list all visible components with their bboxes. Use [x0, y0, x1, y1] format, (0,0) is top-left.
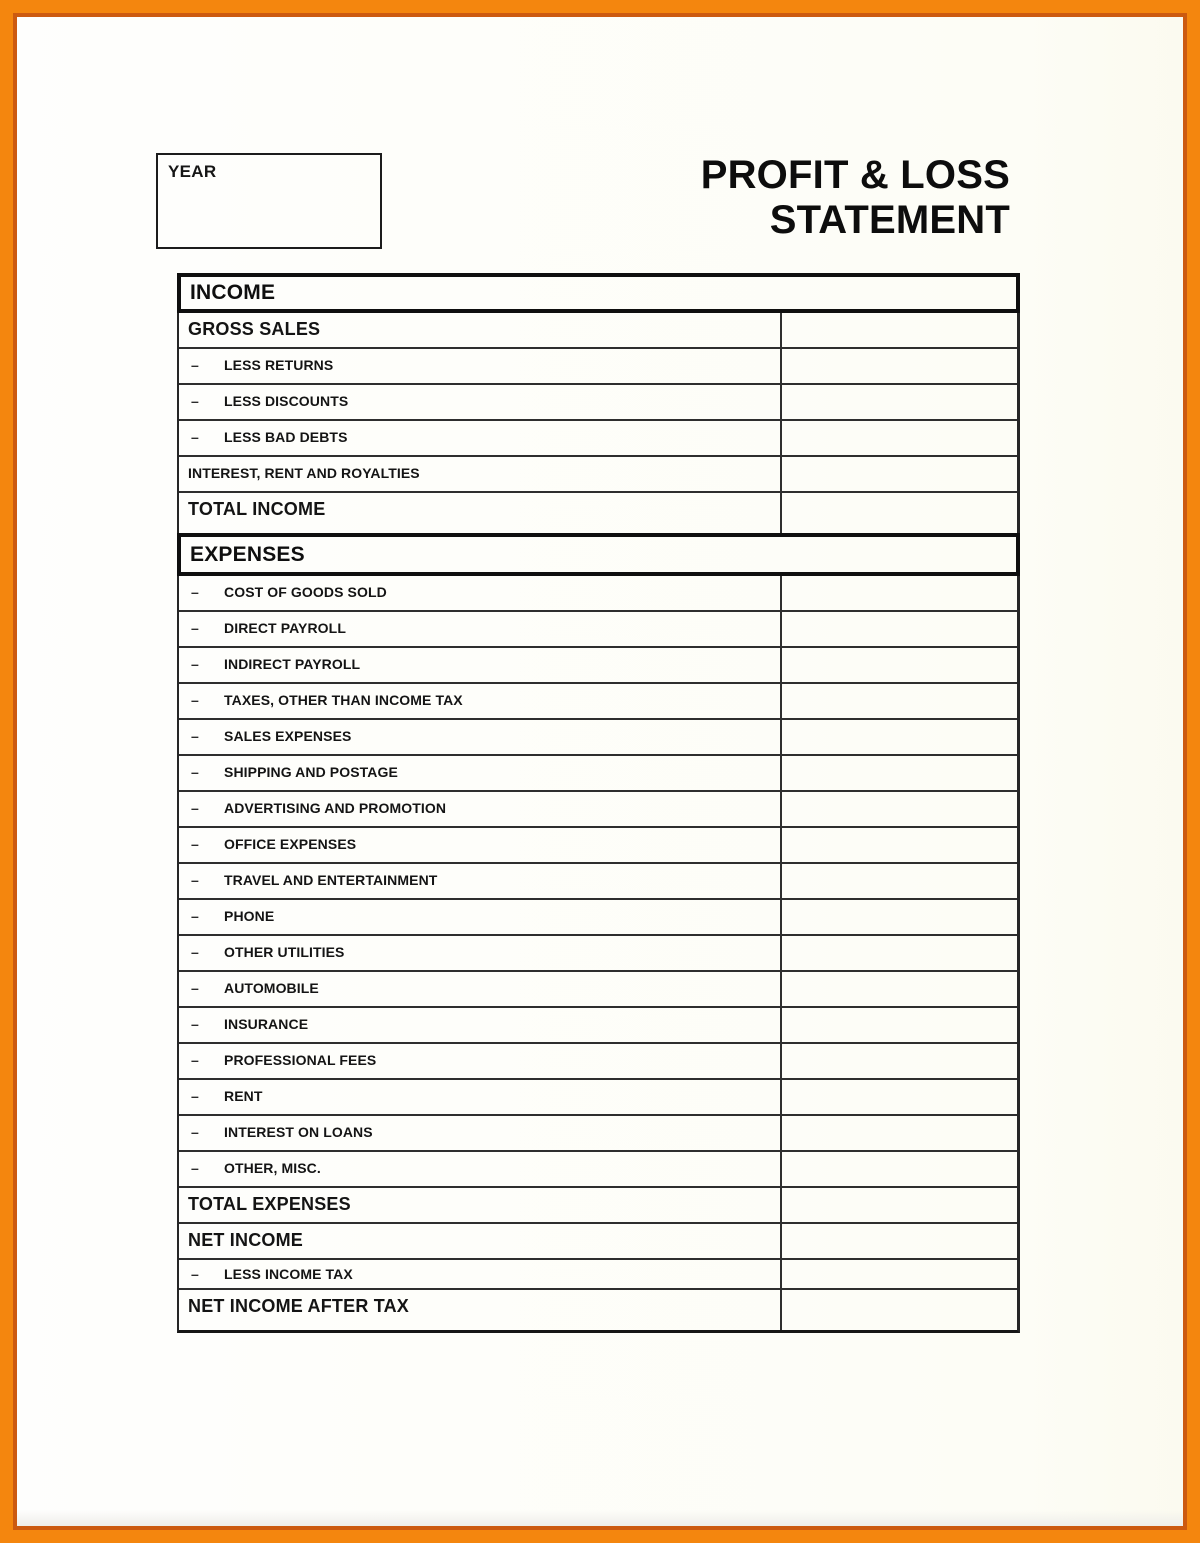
- document-title-line2: STATEMENT: [769, 198, 1010, 242]
- row-label: PROFESSIONAL FEES: [224, 1052, 377, 1068]
- row-label-cell: [179, 1008, 780, 1042]
- row-travel-and-entertainment: [179, 864, 1017, 900]
- row-label-cell: [179, 900, 780, 934]
- minus-sign: –: [191, 1052, 199, 1068]
- row-label-cell: [179, 612, 780, 646]
- value-field-cost-of-goods-sold[interactable]: [780, 576, 1017, 610]
- row-label-cell: [179, 385, 780, 419]
- minus-sign: –: [191, 656, 199, 672]
- row-label-cell: [179, 1116, 780, 1150]
- value-field-less-bad-debts[interactable]: [780, 421, 1017, 455]
- row-label: AUTOMOBILE: [224, 980, 319, 996]
- row-label: TOTAL EXPENSES: [188, 1194, 351, 1214]
- minus-sign: –: [191, 980, 199, 996]
- row-label-cell: [179, 1152, 780, 1186]
- row-total-income: [179, 493, 1017, 533]
- row-indirect-payroll: [179, 648, 1017, 684]
- row-less-bad-debts: [179, 421, 1017, 457]
- row-label-cell: [179, 1260, 780, 1288]
- row-label: LESS DISCOUNTS: [224, 393, 349, 409]
- row-label: RENT: [224, 1088, 263, 1104]
- minus-sign: –: [191, 429, 199, 445]
- row-label: DIRECT PAYROLL: [224, 620, 346, 636]
- row-net-income-after-tax: [179, 1290, 1017, 1330]
- row-label-cell: [179, 756, 780, 790]
- value-field-shipping-and-postage[interactable]: [780, 756, 1017, 790]
- row-gross-sales: [179, 313, 1017, 349]
- row-advertising-and-promotion: [179, 792, 1017, 828]
- row-label-cell: [179, 1080, 780, 1114]
- row-label: INTEREST, RENT AND ROYALTIES: [188, 465, 420, 481]
- minus-sign: –: [191, 908, 199, 924]
- rows-group-expenses: [177, 576, 1020, 1333]
- rows-group-income: [177, 313, 1020, 533]
- row-less-returns: [179, 349, 1017, 385]
- value-field-rent[interactable]: [780, 1080, 1017, 1114]
- row-label: TOTAL INCOME: [188, 499, 326, 519]
- row-label: LESS RETURNS: [224, 357, 334, 373]
- row-label-cell: [179, 1044, 780, 1078]
- row-label: GROSS SALES: [188, 319, 321, 339]
- minus-sign: –: [191, 357, 199, 373]
- row-label: LESS BAD DEBTS: [224, 429, 348, 445]
- row-label-cell: [179, 1290, 780, 1330]
- page-bottom-shadow: [17, 1510, 1183, 1526]
- row-cost-of-goods-sold: [179, 576, 1017, 612]
- value-field-gross-sales[interactable]: [780, 313, 1017, 347]
- minus-sign: –: [191, 1088, 199, 1104]
- value-field-total-income[interactable]: [780, 493, 1017, 533]
- value-field-professional-fees[interactable]: [780, 1044, 1017, 1078]
- row-sales-expenses: [179, 720, 1017, 756]
- section-header-income: [177, 273, 1020, 313]
- row-shipping-and-postage: [179, 756, 1017, 792]
- row-label-cell: [179, 936, 780, 970]
- row-label-cell: [179, 349, 780, 383]
- minus-sign: –: [191, 692, 199, 708]
- row-professional-fees: [179, 1044, 1017, 1080]
- row-label-cell: [179, 1224, 780, 1258]
- row-label: COST OF GOODS SOLD: [224, 584, 387, 600]
- value-field-automobile[interactable]: [780, 972, 1017, 1006]
- row-office-expenses: [179, 828, 1017, 864]
- value-field-insurance[interactable]: [780, 1008, 1017, 1042]
- document-title-line1: PROFIT & LOSS: [700, 153, 1010, 197]
- row-interest-on-loans: [179, 1116, 1017, 1152]
- profit-loss-statement-table: [177, 273, 1020, 1333]
- row-label-cell: [179, 648, 780, 682]
- minus-sign: –: [191, 620, 199, 636]
- minus-sign: –: [191, 393, 199, 409]
- row-total-expenses: [179, 1188, 1017, 1224]
- row-label-cell: [179, 864, 780, 898]
- row-label-cell: [179, 457, 780, 491]
- row-label: OFFICE EXPENSES: [224, 836, 357, 852]
- minus-sign: –: [191, 1266, 199, 1282]
- value-field-less-discounts[interactable]: [780, 385, 1017, 419]
- row-taxes-other-than-income-tax: [179, 684, 1017, 720]
- value-field-advertising-and-promotion[interactable]: [780, 792, 1017, 826]
- row-label: INSURANCE: [224, 1016, 309, 1032]
- row-insurance: [179, 1008, 1017, 1044]
- value-field-less-returns[interactable]: [780, 349, 1017, 383]
- value-field-interest-on-loans[interactable]: [780, 1116, 1017, 1150]
- row-less-discounts: [179, 385, 1017, 421]
- row-other-misc: [179, 1152, 1017, 1188]
- row-label-cell: [179, 792, 780, 826]
- row-label: OTHER, MISC.: [224, 1160, 321, 1176]
- minus-sign: –: [191, 1124, 199, 1140]
- row-label: LESS INCOME TAX: [224, 1266, 353, 1282]
- row-label-cell: [179, 576, 780, 610]
- row-label-cell: [179, 972, 780, 1006]
- row-label-cell: [179, 421, 780, 455]
- row-label: OTHER UTILITIES: [224, 944, 345, 960]
- value-field-less-income-tax[interactable]: [780, 1260, 1017, 1288]
- row-direct-payroll: [179, 612, 1017, 648]
- row-label-cell: [179, 493, 780, 533]
- value-field-interest-rent-and-royalties[interactable]: [780, 457, 1017, 491]
- section-header-expenses: [177, 533, 1020, 576]
- row-label: PHONE: [224, 908, 275, 924]
- row-label: ADVERTISING AND PROMOTION: [224, 800, 447, 816]
- value-field-indirect-payroll[interactable]: [780, 648, 1017, 682]
- row-label: TRAVEL AND ENTERTAINMENT: [224, 872, 438, 888]
- row-label-cell: [179, 828, 780, 862]
- row-label: NET INCOME AFTER TAX: [188, 1296, 409, 1316]
- value-field-other-misc[interactable]: [780, 1152, 1017, 1186]
- minus-sign: –: [191, 728, 199, 744]
- document-title: [701, 153, 1010, 243]
- row-label-cell: [179, 1188, 780, 1222]
- minus-sign: –: [191, 836, 199, 852]
- year-label: YEAR: [168, 162, 217, 181]
- section-header-label: EXPENSES: [190, 542, 305, 566]
- value-field-total-expenses[interactable]: [780, 1188, 1017, 1222]
- minus-sign: –: [191, 1016, 199, 1032]
- row-phone: [179, 900, 1017, 936]
- value-field-net-income[interactable]: [780, 1224, 1017, 1258]
- row-label: NET INCOME: [188, 1230, 304, 1250]
- minus-sign: –: [191, 1160, 199, 1176]
- section-header-label: INCOME: [190, 281, 276, 304]
- row-label: INTEREST ON LOANS: [224, 1124, 373, 1140]
- row-label: SHIPPING AND POSTAGE: [224, 764, 398, 780]
- value-field-office-expenses[interactable]: [780, 828, 1017, 862]
- value-field-direct-payroll[interactable]: [780, 612, 1017, 646]
- row-label: INDIRECT PAYROLL: [224, 656, 361, 672]
- value-field-other-utilities[interactable]: [780, 936, 1017, 970]
- row-automobile: [179, 972, 1017, 1008]
- value-field-taxes-other-than-income-tax[interactable]: [780, 684, 1017, 718]
- row-rent: [179, 1080, 1017, 1116]
- value-field-net-income-after-tax[interactable]: [780, 1290, 1017, 1330]
- year-input-box[interactable]: [156, 153, 382, 249]
- row-other-utilities: [179, 936, 1017, 972]
- row-less-income-tax: [179, 1260, 1017, 1290]
- row-label-cell: [179, 720, 780, 754]
- minus-sign: –: [191, 800, 199, 816]
- row-label-cell: [179, 684, 780, 718]
- row-label-cell: [179, 313, 780, 347]
- row-label: TAXES, OTHER THAN INCOME TAX: [224, 692, 463, 708]
- value-field-sales-expenses[interactable]: [780, 720, 1017, 754]
- minus-sign: –: [191, 764, 199, 780]
- row-net-income: [179, 1224, 1017, 1260]
- row-interest-rent-and-royalties: [179, 457, 1017, 493]
- value-field-phone[interactable]: [780, 900, 1017, 934]
- value-field-travel-and-entertainment[interactable]: [780, 864, 1017, 898]
- minus-sign: –: [191, 584, 199, 600]
- minus-sign: –: [191, 944, 199, 960]
- row-label: SALES EXPENSES: [224, 728, 352, 744]
- minus-sign: –: [191, 872, 199, 888]
